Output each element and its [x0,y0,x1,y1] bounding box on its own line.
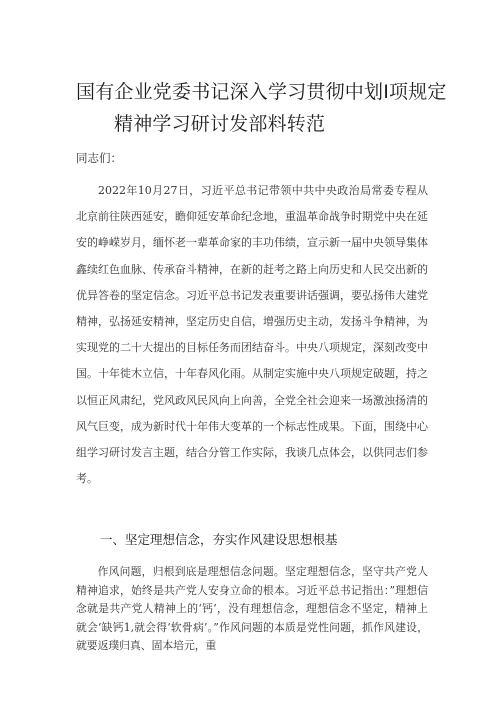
title-line-1: 国有企业党委书记深入学习贯彻中划I项规定 [76,81,447,103]
section-heading-1: 一、坚定理想信念，夯实作风建设思想根基 [100,532,338,547]
paragraph-intro: 2022年10月27日，习近平总书记带领中共中央政治局常委专程从北京前往陕西延安，瞻仰延安革命纪念地，重温革命战争时期党中央在延安的峥嵘岁月，缅怀老一辈革命家的丰功伟绩，宣示新一届中央领导集体鑫续红色血脉、传承奋斗精神，在新的赶考之路上向历史和人民交出新的优异答卷的坚定信念。习近平总书记发表重要讲话强调，要弘扬伟大建党精神，弘扬延安精神，坚定历史自信，增强历史主动，发扬斗争精神，为实现党的二十大提出的目标任务而团结奋斗。中央八项规定，深刻改变中国。十年徙木立信，十年春风化雨。从制定实施中央八项规定破题，持之以恒正风肃纪，党风政风民风向上向善，全党全社会迎来一场激浊扬清的风气巨变，成为新时代十年伟大变革的一个标志性成果。下面，围绕中心组学习研讨发言主题，结合分管工作实际，我谈几点体会，以供同志们参考。 [76,184,428,486]
paragraph-section-1: 作风问题，归根到底是理想信念问题。坚定理想信念，坚守共产党人精神追求，始终是共产党人安身立命的根本。习近平总书记指出：”理想信念就是共产党人精神上的‘钙’，没有理想信念，理想信念不坚定，精神上就会‘缺钙1,就会得‘软骨病’。”作风问题的本质是党性问题，抓作风建设，就要返璞归真、固本培元，重 [76,565,428,653]
title-line-2: 精神学习研讨发部料转范 [114,113,326,135]
salutation: 同志们： [76,151,122,165]
document-title [76,76,447,140]
